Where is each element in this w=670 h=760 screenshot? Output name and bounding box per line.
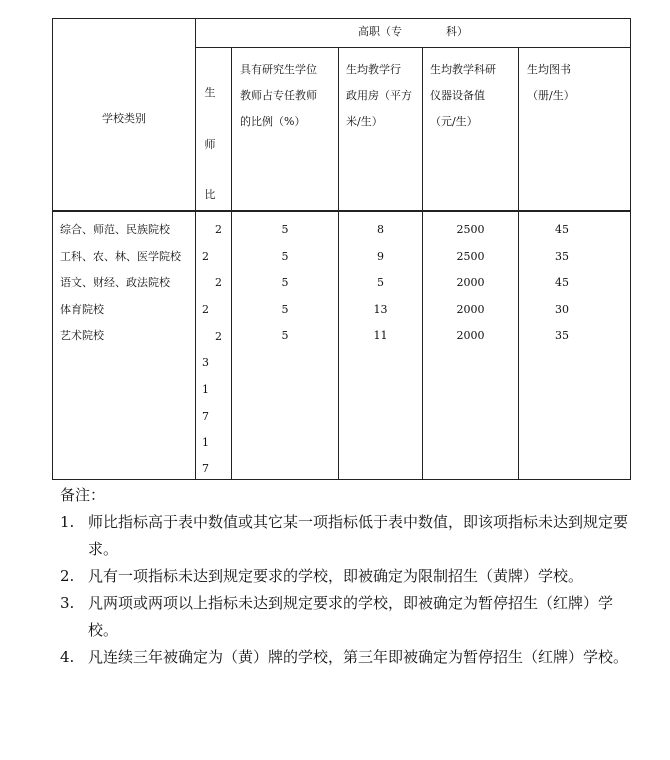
group-header: 高职（专 科） (358, 25, 468, 38)
note-text: 凡有一项指标未达到规定要求的学校，即被确定为限制招生（黄牌）学校。 (88, 567, 584, 585)
grad-pct-cell: 5 (281, 329, 289, 343)
table-right-border (630, 18, 631, 480)
col-header-grad-pct: 具有研究生学位 教师占专任教师 的比例（%） (240, 63, 317, 128)
table-top-border (52, 18, 631, 19)
col-header-equipment: 生均教学科研 仪器设备值 （元/生） (430, 63, 496, 128)
admin-space-cell: 8 (377, 223, 384, 236)
category-column (60, 217, 181, 350)
category-cell: 工科、农、林、医学院校 (60, 249, 181, 263)
books-cell: 45 (555, 223, 569, 236)
ratio-char: 2 (215, 223, 222, 236)
ratio-char: 3 (202, 356, 209, 369)
note-number: 1. (60, 513, 75, 531)
grad-pct-cell: 5 (281, 249, 289, 263)
ratio-header: 生 师 比 (204, 86, 216, 201)
note-text: 凡连续三年被确定为（黄）牌的学校，第三年即被确定为暂停招生（红牌）学校。 (88, 648, 629, 666)
books-cell: 35 (555, 249, 569, 263)
admin-space-cell: 11 (373, 329, 388, 343)
equipment-cell: 2000 (456, 276, 485, 290)
books-cell: 30 (555, 302, 569, 316)
equipment-column (423, 217, 518, 350)
row-header: 学校类别 (102, 112, 146, 125)
admin-space-column (339, 217, 422, 350)
category-divider (195, 18, 196, 480)
category-cell: 体育院校 (60, 302, 104, 316)
notes-title: 备注： (60, 486, 106, 504)
ratio-char: 2 (202, 250, 209, 263)
table-bottom-border (52, 479, 631, 480)
ratio-char: 2 (215, 330, 222, 343)
books-cell: 35 (555, 329, 569, 343)
header-body-divider (52, 210, 631, 212)
note-number: 3. (60, 594, 75, 612)
ratio-char: 2 (215, 276, 222, 289)
category-cell: 综合、师范、民族院校 (60, 223, 170, 236)
ratio-char: 2 (202, 303, 209, 316)
category-cell: 艺术院校 (60, 329, 104, 343)
grad-pct-cell: 5 (281, 276, 289, 290)
admin-space-cell: 5 (377, 276, 384, 290)
ratio-char: 7 (202, 462, 209, 475)
ratio-char: 7 (202, 410, 209, 423)
admin-space-cell: 9 (377, 249, 384, 263)
books-cell: 45 (555, 276, 569, 290)
grad-pct-cell: 5 (281, 302, 289, 316)
group-header-divider (196, 47, 631, 48)
col-header-books: 生均图书 （册/生） (527, 63, 575, 102)
note-text: 师比指标高于表中数值或其它某一项指标低于表中数值，即该项指标未达到规定要求。 (88, 513, 629, 558)
grad-pct-cell: 5 (281, 223, 289, 236)
admin-space-cell: 13 (373, 302, 388, 316)
col-header-admin-space: 生均教学行 政用房（平方 米/生） (346, 63, 412, 128)
note-number: 2. (60, 567, 75, 585)
table-left-border (52, 18, 53, 480)
note-item (60, 644, 630, 671)
equipment-cell: 2000 (456, 329, 485, 343)
note-item (60, 590, 630, 644)
category-cell: 语文、财经、政法院校 (60, 276, 170, 290)
note-item (60, 509, 630, 563)
equipment-cell: 2500 (456, 249, 485, 263)
equipment-cell: 2000 (456, 302, 485, 316)
equipment-cell: 2500 (456, 223, 485, 236)
note-text: 凡两项或两项以上指标未达到规定要求的学校，即被确定为暂停招生（红牌）学校。 (88, 594, 614, 639)
ratio-char: 1 (202, 383, 209, 396)
note-number: 4. (60, 648, 75, 666)
notes-section (60, 482, 630, 671)
grad-pct-column (232, 217, 338, 350)
note-item (60, 563, 630, 590)
books-column (519, 217, 605, 350)
ratio-char: 1 (202, 436, 209, 449)
